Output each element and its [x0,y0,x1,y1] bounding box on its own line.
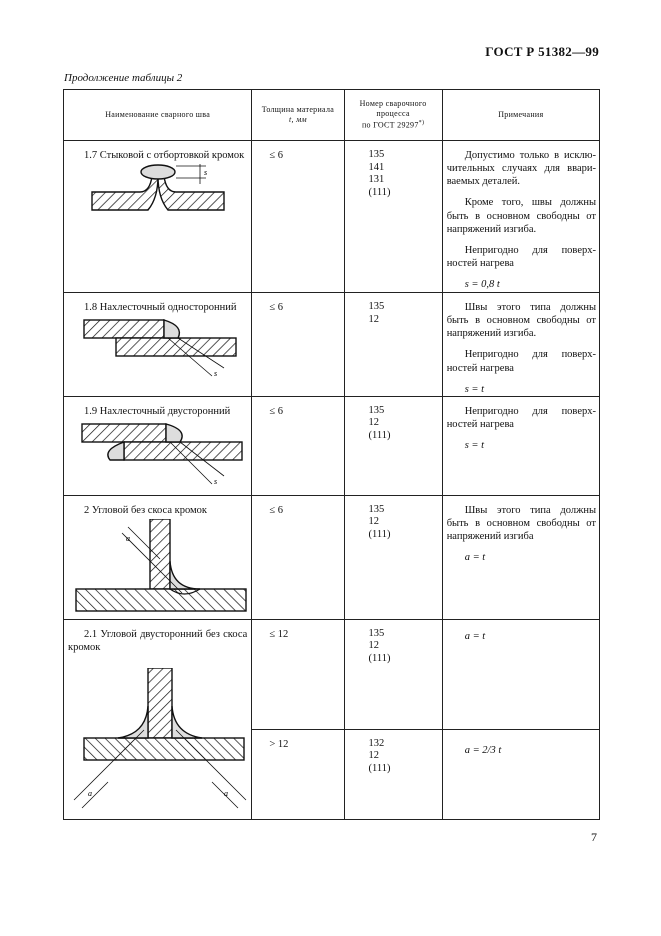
double-fillet-weld-drawing [64,668,250,818]
page-number: 7 [591,830,597,844]
process-cell: 135 12 [344,293,442,397]
thickness-cell: ≤ 12 [252,619,344,729]
weld-name-cell: 1.8 Нахлесточный односторонний s [64,293,252,397]
notes-cell: Швы этого типа должны быть в основном свободны от напряжений изгиба. Непригодно для поверх-ностей нагрева s = t [442,293,599,397]
table-row [64,495,600,619]
process-cell: 135 141 131 (111) [344,141,442,293]
weld-name-cell: 2.1 Угловой двусторонний без скоса кромок a a [64,619,252,819]
weld-name-cell: 1.9 Нахлесточный двусторонний s [64,396,252,495]
table-continuation-caption: Продолжение таблицы 2 [64,72,183,84]
flanged-butt-weld-drawing [64,164,250,234]
header-notes: Примечания [442,90,599,141]
thickness-cell: ≤ 6 [252,293,344,397]
header-process: Номер сварочного процесса по ГОСТ 29297*) [344,90,442,141]
notes-cell: Непригодно для поверх-ностей нагрева s = t [442,396,599,495]
thickness-cell: > 12 [252,729,344,819]
dim-label-a-left: a [88,789,92,799]
table-row [64,293,600,397]
header-thickness: Толщина материала t, мм [252,90,344,141]
process-cell: 135 12 (111) [344,396,442,495]
process-cell: 135 12 (111) [344,619,442,729]
dim-label-a-right: a [224,789,228,799]
fillet-weld-drawing [64,519,250,619]
dim-label-a: a [126,533,130,543]
weld-name-cell: 1.7 Стыковой с отбортовкой кромок s [64,141,252,293]
process-cell: 132 12 (111) [344,729,442,819]
table-row [64,619,600,729]
header-name: Наименование сварного шва [64,90,252,141]
dim-label-s: s [214,369,218,379]
document-title: ГОСТ Р 51382—99 [485,44,599,59]
notes-cell: a = t [442,619,599,729]
double-lap-weld-drawing [64,420,250,490]
thickness-cell: ≤ 6 [252,396,344,495]
dim-label-s: s [214,476,218,486]
weld-name-cell: 2 Угловой без скоса кромок a [64,495,252,619]
weld-types-table [63,89,600,820]
single-lap-weld-drawing [64,316,250,386]
thickness-cell: ≤ 6 [252,495,344,619]
notes-cell: Допустимо только в исклю-чительных случаях для ввари-ваемых деталей. Кроме того, швы должны быть в основном свободны от напряжений изгиба. Непригодно для поверх-ностей нагрева s = 0,8 t [442,141,599,293]
notes-cell: Швы этого типа должны быть в основном свободны от напряжений изгиба a = t [442,495,599,619]
table-header-row [64,90,600,141]
table-row [64,396,600,495]
thickness-cell: ≤ 6 [252,141,344,293]
process-cell: 135 12 (111) [344,495,442,619]
table-row [64,141,600,293]
notes-cell: a = 2/3 t [442,729,599,819]
dim-label-s: s [204,168,208,178]
